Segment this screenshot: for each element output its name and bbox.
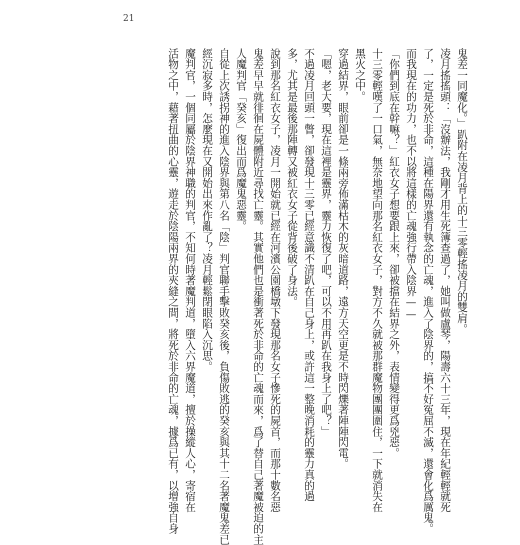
text-column: 而我現在的功力，也不以將這樣的亡魂強行帶入陰界—— (405, 48, 417, 321)
body-text (166, 48, 468, 545)
text-column: 黑火之中。 (354, 48, 366, 102)
text-column: 十三零輕嘆了一口氣，無奈地望向那名紅衣女子，對方不久就被那群魔物團團圍住，一下就消失在 (371, 48, 383, 513)
text-column: 經沉寂多時，怎麼現在又開始出來作亂了？凌月輕鬆閉眼陷入沉思。 (201, 48, 213, 372)
text-column: 魔判官，一個同屬於陰界神職的判官，不知何時著魔判道，墮入六界魔道，擅於操縱人心，寄宿在 (184, 48, 196, 513)
text-column: 「你們到底在幹嘛？」紅衣女子想要跟上來，卻被擋在結界之外，表情變得更爲兇惡。 (388, 48, 400, 459)
text-column: 「嗯，老大要，現在這裡是靈界，靈力恢復了吧，可以不用再趴在我身上了吧？」 (320, 48, 332, 437)
text-column: 人魔判官「癸亥」復出而爲魔鬼惡靈。 (235, 48, 247, 232)
page-number: 21 (123, 14, 135, 24)
text-column: 自從上次誘拐神的進入陰界與第八名「陰」判官聯手擊敗癸亥後，負傷敗逃的癸亥與其十二名著魔鬼差已 (218, 48, 230, 545)
text-column: 多，尤其是最後那陣轉又被紅衣女子從背後破了身法。 (286, 48, 298, 308)
text-column: 說到那名紅衣女子，凌月一開始就已經在河濱公園橋墩下發現那名女子慘死的屍首，而那十數名惡 (269, 48, 281, 513)
text-column: 凌月搖搖頭：「沒辦法，我剛才用生死簿查過了，她叫做盧琴，陽壽六十三年，現在年紀輕輕就死 (439, 48, 451, 513)
text-column: 鬼差一同魔化。」趴附在凌月背上的十三零輕搖凌月的雙肩。 (456, 48, 468, 335)
text-column: 鬼差早早就徘徊在屍體附近尋找亡靈。其實他們也是衝著死於非命的亡魂而來，爲了替自己著魔被迫的主 (252, 48, 264, 545)
text-column: 穿過結界，眼前卻是一條兩旁佈滿枯木的灰暗道路，遠方天空更是不時閃爍著陣陣閃電。 (337, 48, 349, 470)
text-column: 了，一定是死於非命，這種在陽界還有執念的亡魂，進入了陰界的，搞不好冤屈不滅，還會化爲厲鬼。 (422, 48, 434, 534)
text-column: 活物之中，藉著扭曲的心靈，遊走於陰陽兩界的夾縫之間，將死於非命的亡魂，據爲已有，以增強自身 (167, 48, 179, 534)
text-column: 不過凌月回頭一瞥，卻發現十三零已經意識不清趴在自己身上，或許這一整晚消耗的靈力真的過 (303, 48, 315, 502)
